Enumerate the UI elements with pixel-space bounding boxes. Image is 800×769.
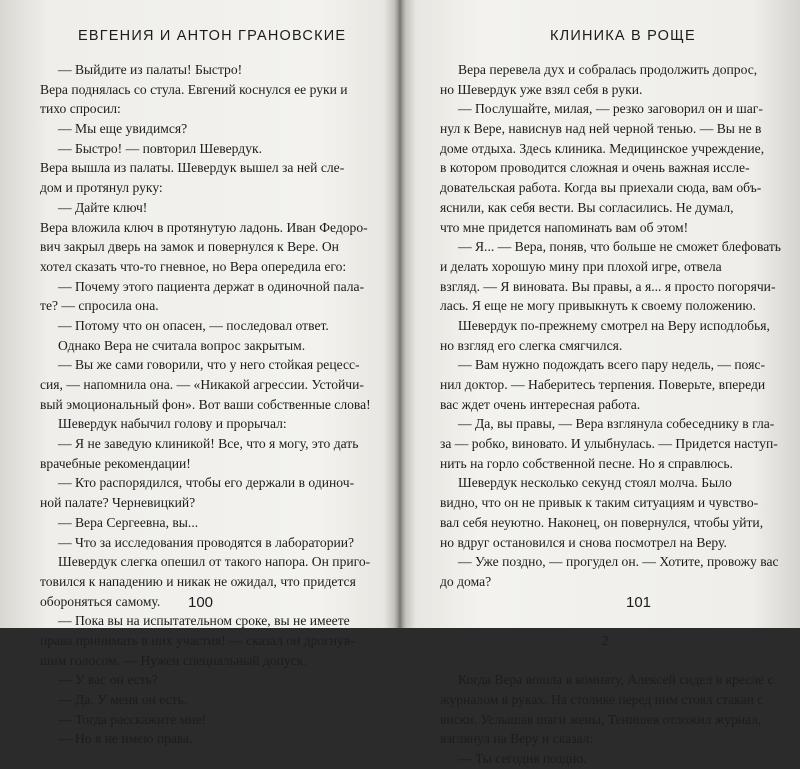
text-line: но вдруг остановился и снова посмотрел на Веру. [440,534,727,550]
text-line: хотел сказать что-то гневное, но Вера опередила его: [40,258,347,274]
text-line: — Быстро! — повторил Шевердук. [58,140,262,156]
text-line: но взгляд его слегка смягчился. [440,337,623,353]
text-line: нить на горло собственной песне. Но я справлюсь. [440,455,733,471]
text-line: вич закрыл дверь на замок и повернулся к Вере. Он [40,239,339,255]
text-line: — Но я не имею права. [58,731,193,747]
text-line: — Тогда расскажите мне! [58,711,207,727]
text-line: взглянул на Веру и сказал: [440,731,594,747]
text-line: врачебные рекомендации! [40,455,191,471]
text-line: взгляд. — Я виновата. Вы правы, а я... я просто погорячи- [440,278,776,294]
text-line: — У вас он есть? [58,672,158,688]
text-line: вал себя неуютно. Наконец, он повернулся, чтобы уйти, [440,514,764,530]
text-line: — Пока вы на испытательном сроке, вы не имеете [58,613,350,629]
text-line: — Да, вы правы, — Вера взглянула собеседнику в гла- [458,416,775,432]
text-line: ной палате? Черневицкий? [40,495,196,511]
text-line: Однако Вера не считала вопрос закрытым. [58,337,306,353]
text-line: нил доктор. — Наберитесь терпения. Поверьте, впереди [440,377,766,392]
text-line: обороняться самому. [40,593,161,609]
text-line: тихо спросил: [40,101,121,117]
text-line: в котором проводится сложная и очень важная иссле- [440,160,750,176]
text-line: сия, — напомнила она. — «Никакой агрессии. Устойчи- [40,377,364,392]
text-line: — Дайте ключ! [58,199,148,215]
text-line: — Послушайте, милая, — резко заговорил он и шаг- [458,101,763,117]
text-line: — Вы же сами говорили, что у него стойкая рецесс- [58,357,360,373]
text-line: те? — спросила она. [40,298,159,314]
text-line: дом и протянул руку: [40,180,163,196]
text-line: Вера вышла из палаты. Шевердук вышел за ней сле- [40,160,345,176]
left-page [0,0,398,747]
text-line: — Вам нужно подождать всего пару недель, — пояс- [458,357,766,373]
right-running-head: КЛИНИКА В РОЩЕ [550,28,696,44]
text-line: Вера перевела дух и собралась продолжить допрос, [458,62,758,77]
text-line: права принимать в них участия! — сказал он дрогнув- [40,632,355,648]
text-line: — Кто распорядился, чтобы его держали в одиноч- [58,475,355,491]
text-line: шим голосом. — Нужен специальный допуск. [40,652,307,668]
text-line [440,592,770,612]
text-line: вас ждет очень интересная работа. [440,396,641,412]
text-line: нул к Вере, нависнув над ней черной тенью. — Вы не в [440,121,762,137]
text-line: товился к нападению и никак не ожидал, что придется [40,573,356,589]
text-line: журналом в руках. На столике перед ним стоял стакан с [440,692,764,707]
text-line: Шевердук набычил голову и прорычал: [58,416,287,432]
text-line: до дома? [440,573,492,589]
left-running-head: ЕВГЕНИЯ И АНТОН ГРАНОВСКИЕ [78,28,347,44]
text-line: — Потому что он опасен, — последовал ответ. [58,317,329,333]
text-line: — Мы еще увидимся? [58,121,188,137]
text-line: видно, что он не привык к таким ситуациям и чувство- [440,495,759,511]
right-page [402,0,800,767]
text-line: и делать хорошую мину при плохой игре, отвела [440,258,722,274]
text-line: доме отдыха. Здесь клиника. Медицинское учреждение, [440,140,765,156]
text-line: — Выйдите из палаты! Быстро! [58,62,243,77]
text-line: вый эмоциональный фон». Вот ваши собственные слова! [40,396,371,412]
text-line: — Ты сегодня поздно. [458,751,587,767]
left-page-number: 100 [188,594,214,611]
text-line: — Что за исследования проводятся в лаборатории? [58,534,355,550]
text-line [440,651,770,671]
text-line [440,611,770,631]
text-line: Вера поднялась со стула. Евгений коснулся ее руки и [40,81,348,97]
text-line: довательская работа. Когда вы приехали сюда, вам объ- [440,180,762,196]
text-line: но Шевердук уже взял себя в руки. [440,81,643,97]
text-line: — Я... — Вера, поняв, что больше не сможет блефовать [458,239,782,255]
text-line: — Почему этого пациента держат в одиночной пала- [58,278,365,294]
right-text-block [440,60,782,769]
text-line: Шевердук слегка опешил от такого напора. Он приго- [58,554,371,570]
text-line: — Я не заведую клиникой! Все, что я могу, это дать [58,436,359,452]
text-line: что мне придется напоминать вам об этом! [440,219,689,235]
text-line: Вера вложила ключ в протянутую ладонь. Иван Федоро- [40,219,368,235]
text-line: виски. Услышав шаги жены, Тенишев отложил журнал, [440,711,762,727]
text-line: Шевердук несколько секунд стоял молча. Было [458,475,732,491]
text-line: Шевердук по-прежнему смотрел на Веру исподлобья, [458,317,770,333]
text-line: яснили, как себя вести. Вы согласились. Не думал, [440,199,734,215]
text-line: — Вера Сергеевна, вы... [58,514,199,530]
text-line: лась. Я еще не могу привыкнуть к своему положению. [440,298,756,314]
text-line: — Уже поздно, — прогудел он. — Хотите, провожу вас [458,554,779,570]
text-line: за — робко, виновато. И улыбнулась. — Придется наступ- [440,436,778,452]
chapter-section-number: 2 [601,632,609,648]
right-page-number: 101 [626,594,652,611]
text-line: — Да. У меня он есть. [58,692,188,707]
left-text-block [40,60,371,749]
text-line: Когда Вера вошла в комнату, Алексей сидел в кресле с [458,672,774,688]
